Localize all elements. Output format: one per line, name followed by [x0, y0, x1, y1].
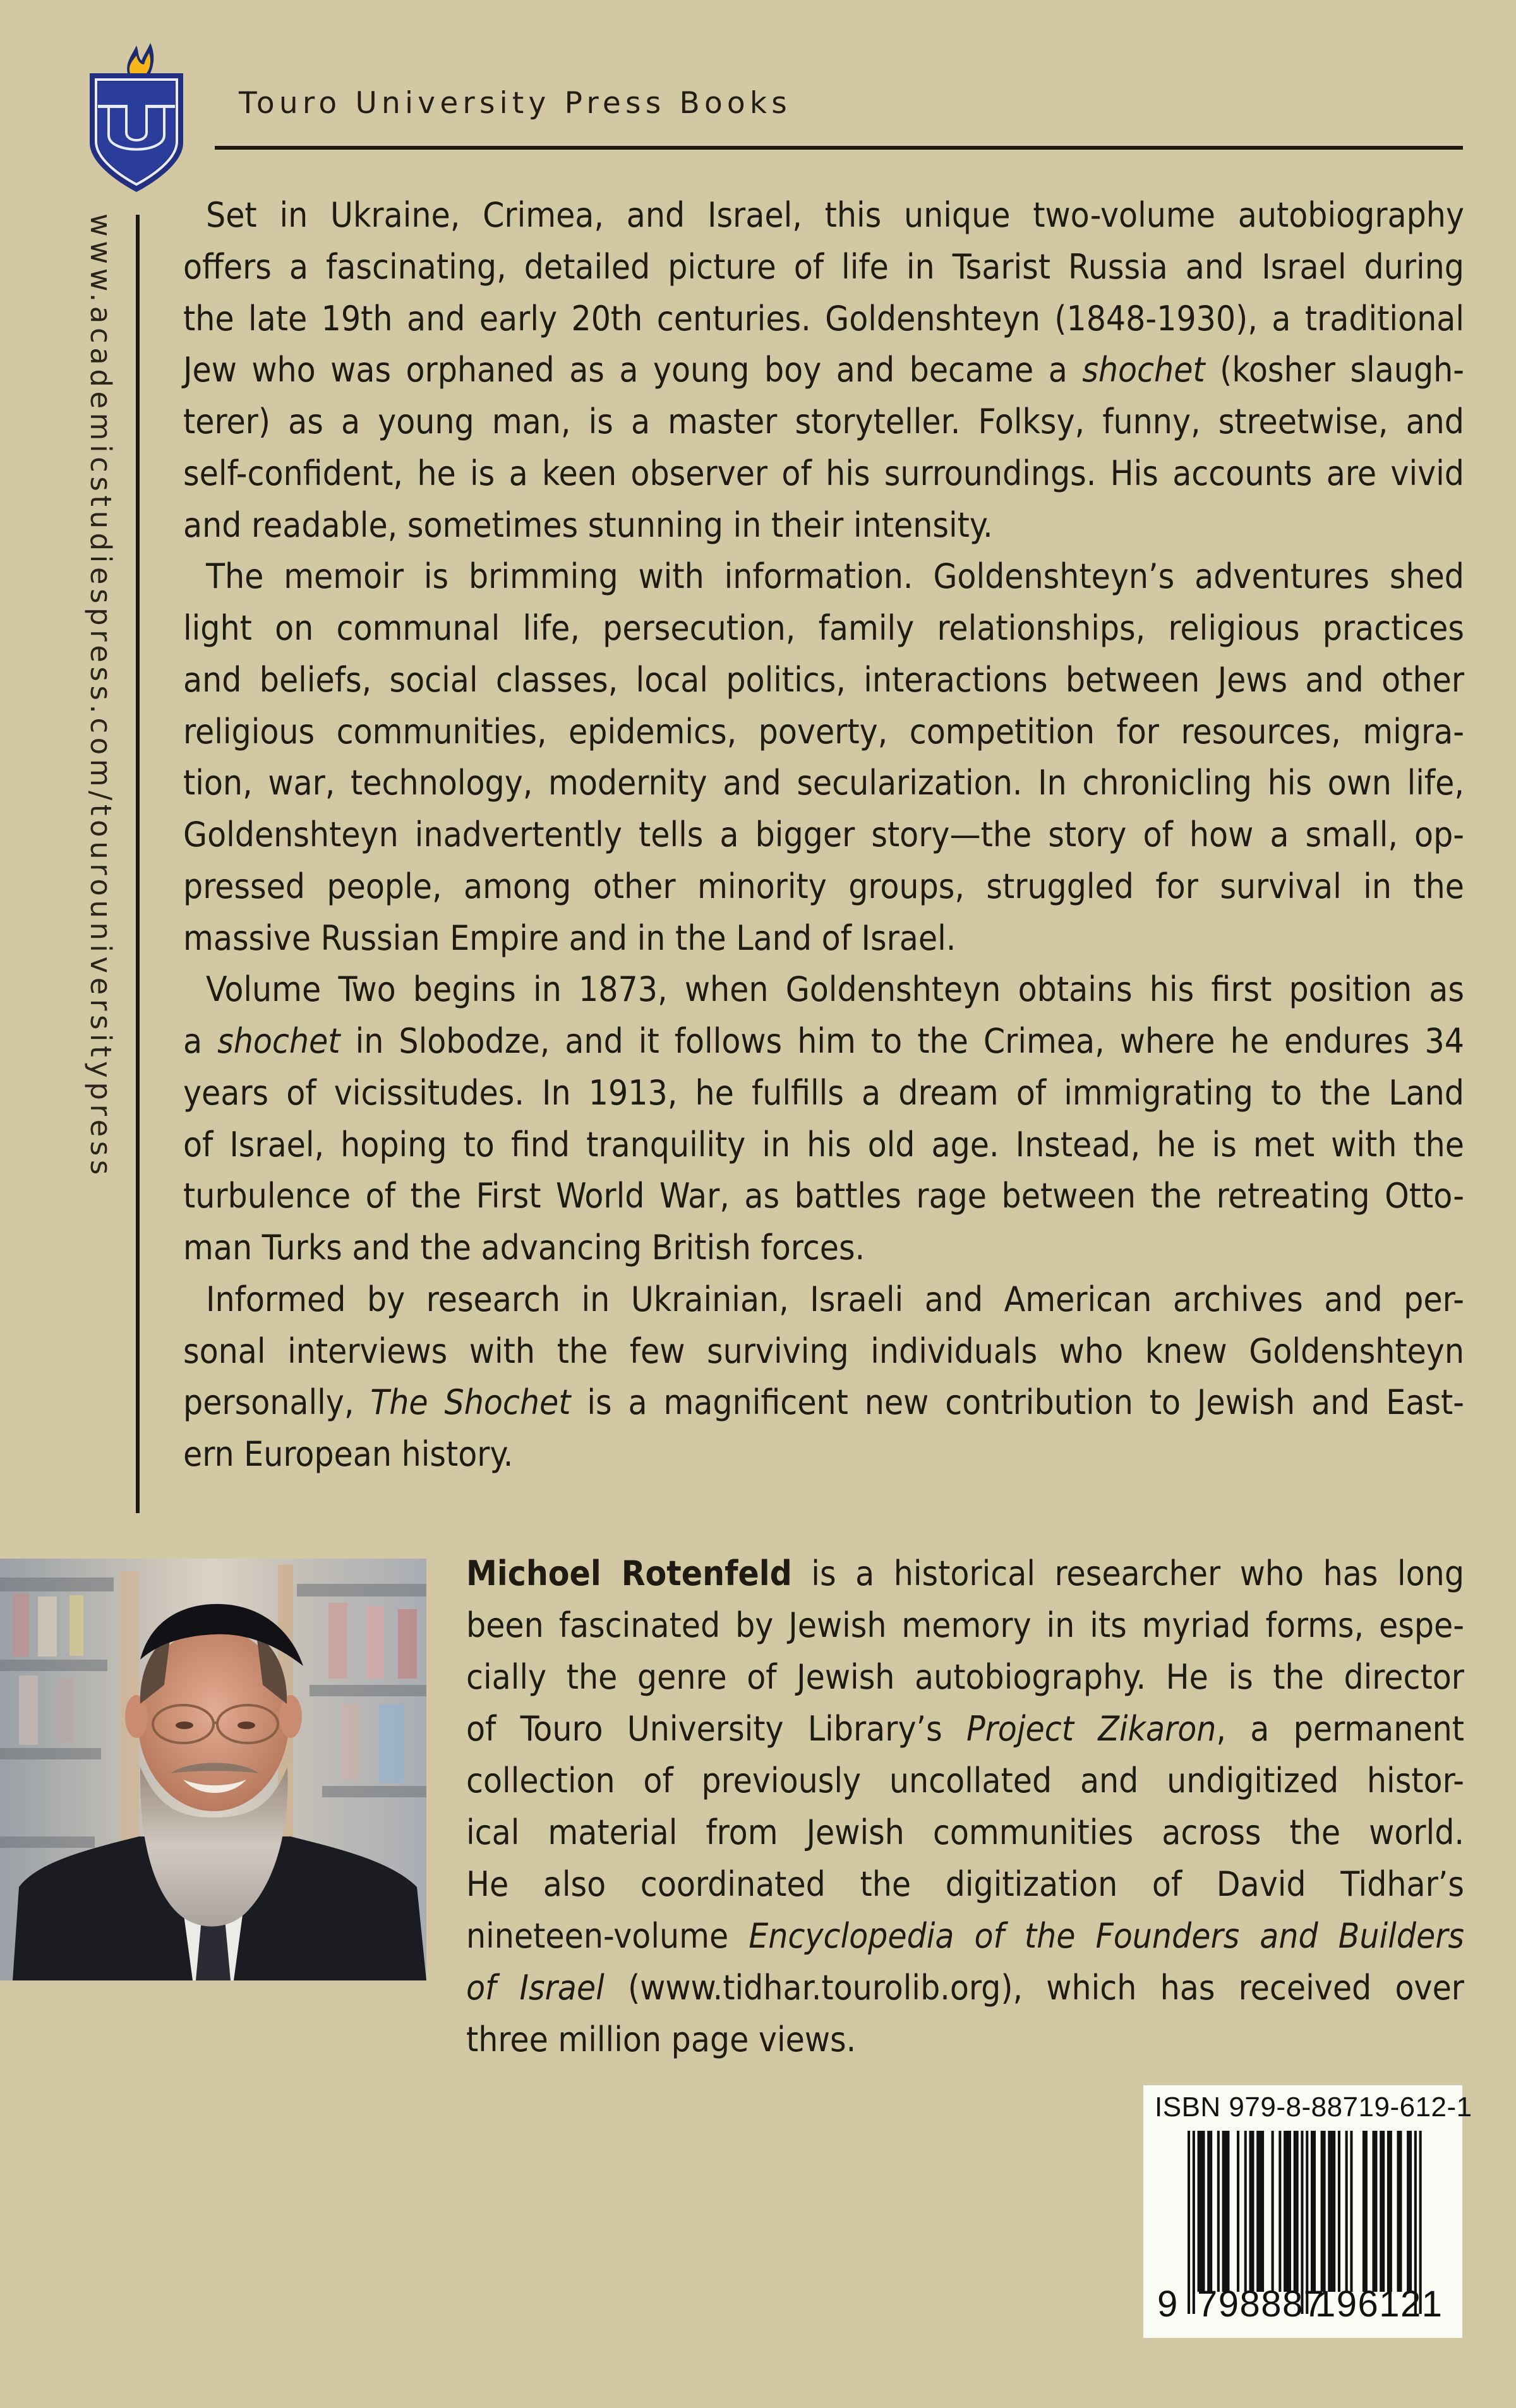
text-run: man Turks and the advancing British forces.: [183, 1227, 865, 1267]
barcode-bar: [1323, 2131, 1326, 2292]
text-run: collection of previously uncollated and undigitized histor-: [466, 1760, 1464, 1800]
italic-term: Project Zikaron: [966, 1708, 1217, 1749]
text-line: [183, 706, 1464, 758]
barcode-bar: [1202, 2131, 1205, 2292]
text-line: [183, 293, 1464, 345]
barcode-bar: [1289, 2131, 1291, 2292]
barcode-bar: [1399, 2131, 1402, 2292]
text-run: Goldenshteyn inadvertently tells a bigger story—the story of how a small, op-: [183, 814, 1464, 854]
text-line: [183, 189, 1464, 241]
italic-term: The Shochet: [370, 1382, 571, 1423]
text-run: sonal interviews with the few surviving individuals who knew Goldenshteyn: [183, 1330, 1464, 1371]
text-run: ical material from Jewish communities across the world.: [466, 1812, 1464, 1852]
barcode-bar: [1294, 2131, 1296, 2292]
text-run: massive Russian Empire and in the Land of Israel.: [183, 917, 956, 958]
text-line: [183, 809, 1464, 861]
text-run: Set in Ukraine, Crimea, and Israel, this unique two-volume autobiography: [206, 195, 1464, 235]
text-line: [183, 1377, 1464, 1429]
barcode-bar: [1333, 2131, 1335, 2292]
text-run: offers a fascinating, detailed picture of life in Tsarist Russia and Israel during: [183, 246, 1464, 287]
barcode-bar: [1345, 2131, 1348, 2292]
barcode-bar: [1284, 2131, 1286, 2292]
ean-left-group: 798887: [1197, 2284, 1325, 2325]
description-paragraph: [183, 551, 1464, 964]
text-run: in Slobodze, and it follows him to the Crimea, where he endures 34: [340, 1021, 1464, 1061]
header-divider: [215, 146, 1463, 150]
italic-term: of Israel: [466, 1967, 605, 2008]
barcode-bar: [1397, 2131, 1400, 2292]
barcode-bar: [1313, 2131, 1316, 2292]
text-run: a: [183, 1021, 218, 1061]
bio-line: [466, 1754, 1464, 1806]
barcode-bar: [1272, 2131, 1274, 2292]
barcode-bar: [1382, 2131, 1385, 2292]
text-line: [183, 448, 1464, 500]
touro-university-shield-logo-icon: [86, 37, 187, 195]
text-run: He also coordinated the digitization of David Tidhar’s: [466, 1864, 1464, 1904]
text-line: [183, 964, 1464, 1015]
book-description: [183, 189, 1464, 1480]
barcode-bar: [1249, 2131, 1252, 2292]
ean-right-group: 196121: [1315, 2284, 1443, 2325]
barcode-bar: [1363, 2131, 1365, 2292]
text-run: nineteen-volume: [466, 1915, 749, 1956]
text-line: [183, 551, 1464, 602]
text-line: [183, 1067, 1464, 1119]
text-run: three million page views.: [466, 2019, 857, 2059]
bio-line: [466, 1703, 1464, 1754]
bio-line: [466, 1599, 1464, 1651]
text-line: [183, 913, 1464, 964]
bio-line: [466, 1910, 1464, 1962]
text-run: self-confident, he is a keen observer of his surroundings. His accounts are vivid: [183, 452, 1464, 493]
barcode-bar: [1373, 2131, 1375, 2292]
text-line: [183, 861, 1464, 913]
text-line: [183, 500, 1464, 551]
left-vertical-divider: [136, 215, 140, 1513]
barcode-bar: [1225, 2131, 1227, 2292]
text-line: [183, 1429, 1464, 1480]
barcode-bar: [1286, 2131, 1289, 2292]
text-run: (www.tidhar.tourolib.org), which has received over: [604, 1967, 1464, 2008]
description-paragraph: [183, 189, 1464, 551]
barcode-bar: [1256, 2131, 1259, 2292]
text-run: light on communal life, persecution, family relationships, religious practices: [183, 608, 1464, 648]
text-run: Informed by research in Ukrainian, Israeli and American archives and per-: [206, 1278, 1464, 1319]
description-paragraph: [183, 964, 1464, 1274]
text-line: [183, 1170, 1464, 1222]
bio-line: [466, 1858, 1464, 1910]
ean-first-digit: 9: [1157, 2284, 1178, 2325]
description-paragraph: [183, 1274, 1464, 1480]
barcode-bar: [1296, 2131, 1299, 2292]
text-run: cially the genre of Jewish autobiography. He is the director: [466, 1656, 1464, 1697]
italic-term: shochet: [217, 1021, 340, 1061]
barcode-bar: [1200, 2131, 1203, 2292]
barcode-bar: [1380, 2131, 1382, 2292]
text-line: [183, 757, 1464, 809]
text-run: is a historical researcher who has long: [791, 1553, 1465, 1593]
author-bio: [466, 1547, 1464, 2065]
text-line: [183, 396, 1464, 448]
isbn-label: ISBN 979-8-88719-612-1: [1155, 2092, 1472, 2123]
text-run: turbulence of the First World War, as battles rage between the retreating Otto-: [183, 1175, 1464, 1216]
barcode-bar: [1210, 2131, 1212, 2292]
italic-term: shochet: [1082, 349, 1205, 390]
barcode-bar: [1375, 2131, 1377, 2292]
barcode-bar: [1365, 2131, 1368, 2292]
barcode-bar: [1198, 2131, 1200, 2292]
barcode-bar: [1311, 2131, 1313, 2292]
text-run: personally,: [183, 1382, 371, 1423]
text-run: is a magnificent new contribution to Jewish and East-: [570, 1382, 1464, 1423]
text-run: terer) as a young man, is a master storyteller. Folksy, funny, streetwise, and: [183, 401, 1464, 441]
author-photo: [0, 1559, 426, 1980]
barcode-bar: [1193, 2131, 1195, 2314]
publisher-name: Touro University Press Books: [239, 86, 791, 121]
text-run: been fascinated by Jewish memory in its myriad forms, espe-: [466, 1605, 1464, 1645]
barcode-bar: [1338, 2131, 1340, 2292]
text-line: [183, 1015, 1464, 1067]
barcode-bar: [1222, 2131, 1225, 2292]
bio-line: [466, 2013, 1464, 2065]
barcode-bar: [1207, 2131, 1210, 2292]
bio-line: [466, 1651, 1464, 1703]
text-line: [183, 1326, 1464, 1377]
text-run: and beliefs, social classes, local politics, interactions between Jews and other: [183, 659, 1464, 700]
text-run: , a permanent: [1216, 1708, 1464, 1749]
barcode-bar: [1278, 2131, 1281, 2292]
isbn-barcode: [1143, 2085, 1472, 2338]
text-run: The memoir is brimming with information. Goldenshteyn’s adventures shed: [206, 556, 1464, 597]
barcode-bar: [1390, 2131, 1392, 2292]
text-run: tion, war, technology, modernity and secularization. In chronicling his own life,: [183, 762, 1464, 803]
barcode-bar: [1237, 2131, 1239, 2292]
barcode-bar: [1387, 2131, 1390, 2292]
text-run: of Israel, hoping to find tranquility in his old age. Instead, he is met with the: [183, 1123, 1464, 1165]
barcode-bar: [1350, 2131, 1352, 2292]
text-run: of Touro University Library’s: [466, 1708, 966, 1749]
barcode-bar: [1328, 2131, 1330, 2292]
text-run: (kosher slaugh-: [1205, 349, 1464, 390]
text-line: [183, 1222, 1464, 1274]
barcode-bar: [1321, 2131, 1323, 2292]
barcode-bar: [1227, 2131, 1229, 2292]
barcode-bar: [1188, 2131, 1190, 2314]
author-portrait-image: [0, 1559, 426, 1980]
text-line: [183, 602, 1464, 654]
text-run: and readable, sometimes stunning in their intensity.: [183, 504, 993, 545]
text-line: [183, 654, 1464, 706]
bio-line: [466, 1547, 1464, 1599]
barcode-bar: [1330, 2131, 1333, 2292]
barcode-bar: [1217, 2131, 1220, 2292]
barcode-bar: [1407, 2131, 1409, 2292]
text-run: pressed people, among other minority groups, struggled for survival in the: [183, 865, 1464, 906]
barcode-bar: [1251, 2131, 1254, 2292]
text-run: years of vicissitudes. In 1913, he fulfills a dream of immigrating to the Land: [183, 1072, 1464, 1113]
author-name: Michoel Rotenfeld: [466, 1553, 792, 1593]
barcode-bar: [1259, 2131, 1261, 2292]
text-line: [183, 344, 1464, 396]
text-run: the late 19th and early 20th centuries. Goldenshteyn (1848-1930), a traditional: [183, 297, 1464, 338]
italic-term: Encyclopedia of the Founders and Builders: [749, 1915, 1464, 1956]
text-run: Volume Two begins in 1873, when Goldenshteyn obtains his first position as: [206, 969, 1464, 1010]
text-run: religious communities, epidemics, poverty, competition for resources, migra-: [183, 710, 1464, 752]
barcode-bar: [1244, 2131, 1247, 2292]
bio-line: [466, 1962, 1464, 2013]
bio-line: [466, 1806, 1464, 1858]
text-run: Jew who was orphaned as a young boy and became a: [183, 349, 1083, 390]
text-line: [183, 241, 1464, 293]
text-line: [183, 1274, 1464, 1326]
barcode-bar: [1261, 2131, 1264, 2292]
barcode-bar: [1409, 2131, 1412, 2292]
text-line: [183, 1119, 1464, 1171]
text-run: ern European history.: [183, 1434, 514, 1474]
publisher-website-vertical[interactable]: www.academicstudiespress.com/tourouniversitypress: [84, 213, 117, 1179]
